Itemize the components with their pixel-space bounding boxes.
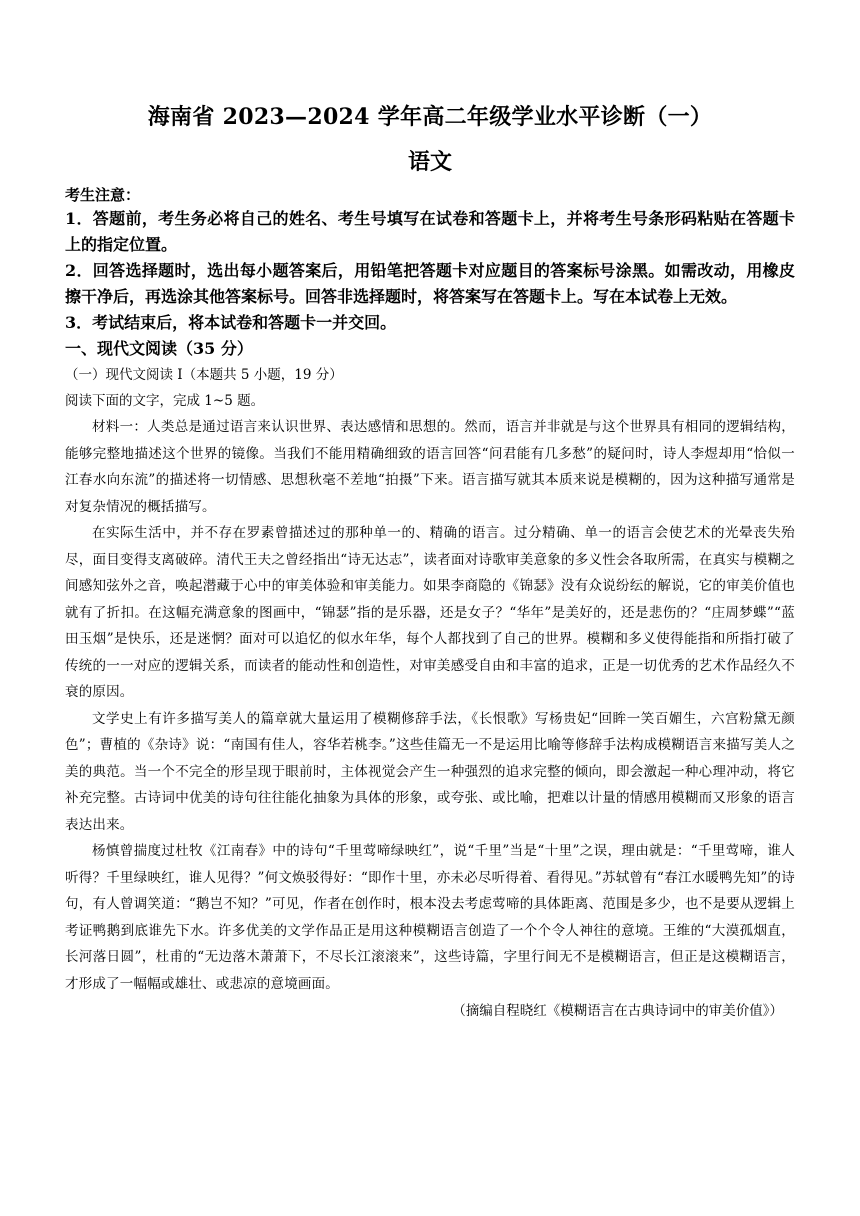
material-source: （摘编自程晓红《模糊语言在古典诗词中的审美价值》） — [452, 1003, 783, 1019]
notice-heading: 考生注意： — [65, 186, 141, 204]
notice-item-3: 3．考试结束后，将本试卷和答题卡一并交回。 — [65, 313, 397, 332]
exam-page — [65, 98, 795, 1025]
material-paragraph-3: 文学史上有许多描写美人的篇章就大量运用了模糊修辞手法，《长恨歌》写杨贵妃“回眸一笑百媚生，六宫粉黛无颜色”；曹植的《杂诗》说：“南国有佳人，容华若桃李。”这些佳篇无一不是运用比喻等修辞手法构成模糊语言来描写美人之美的典范。当一个不完全的形呈现于眼前时，主体视觉会产生一种强烈的追求完整的倾向，即会激起一种心理冲动，将它补充完整。古诗词中优美的诗句往往能化抽象为具体的形象，或夸张、或比喻，把难以计量的情感用模糊而又形象的语言表达出来。 — [65, 710, 795, 833]
material-paragraph-1: 材料一：人类总是通过语言来认识世界、表达感情和思想的。然而，语言并非就是与这个世界具有相同的逻辑结构，能够完整地描述这个世界的镜像。当我们不能用精确细致的语言回答“问君能有几多愁”的疑问时，诗人李煜却用“恰似一江春水向东流”的描述将一切情感、思想秋毫不差地“拍摄”下来。语言描写就其本质来说是模糊的，因为这种描写通常是对复杂情况的概括描写。 — [65, 419, 795, 515]
reading-section — [65, 336, 795, 1025]
notice-block — [65, 184, 795, 336]
notice-item-1: 1．答题前，考生务必将自己的姓名、考生号填写在试卷和答题卡上，并将考生号条形码粘贴在答题卡上的指定位置。 — [65, 209, 795, 254]
notice-item-2: 2．回答选择题时，选出每小题答案后，用铅笔把答题卡对应题目的答案标号涂黑。如需改动，用橡皮擦干净后，再选涂其他答案标号。回答非选择题时，将答案写在答题卡上。写在本试卷上无效。 — [65, 261, 795, 306]
section-instruction: 阅读下面的文字，完成 1~5 题。 — [65, 393, 265, 409]
section-heading: 一、现代文阅读（35 分） — [65, 339, 253, 358]
section-subheading: （一）现代文阅读 I（本题共 5 小题，19 分） — [65, 367, 343, 383]
subject-title: 语文 — [407, 149, 452, 175]
material-paragraph-4: 杨慎曾揣度过杜牧《江南春》中的诗句“千里莺啼绿映红”，说“千里”当是“十里”之误，理由就是：“千里莺啼，谁人听得？千里绿映红，谁人见得？”何文焕驳得好：“即作十里，亦未必尽听得着、看得见。”苏轼曾有“春江水暖鸭先知”的诗句，有人曾调笑道：“鹅岂不知？”可见，作者在创作时，根本没去考虑莺啼的具体距离、范围是多少，也不是要从逻辑上考证鸭鹅到底谁先下水。许多优美的文学作品正是用这种模糊语言创造了一个个令人神往的意境。王维的“大漠孤烟直，长河落日圆”，杜甫的“无边落木萧萧下，不尽长江滚滚来”，这些诗篇，字里行间无不是模糊语言，但正是这模糊语言，才形成了一幅幅或雄壮、或悲凉的意境画面。 — [65, 843, 795, 992]
material-paragraph-2: 在实际生活中，并不存在罗素曾描述过的那种单一的、精确的语言。过分精确、单一的语言会使艺术的光晕丧失殆尽，面目变得支离破碎。清代王夫之曾经指出“诗无达志”，读者面对诗歌审美意象的多义性会各取所需，在真实与模糊之间感知弦外之音，唤起潜藏于心中的审美体验和审美能力。如果李商隐的《锦瑟》没有众说纷纭的解说，它的审美价值也就有了折扣。在这幅充满意象的图画中，“锦瑟”指的是乐器，还是女子？“华年”是美好的，还是悲伤的？“庄周梦蝶”“蓝田玉烟”是快乐，还是迷惘？面对可以追忆的似水年华，每个人都找到了自己的世界。模糊和多义使得能指和所指打破了传统的一一对应的逻辑关系，而读者的能动性和创造性，对审美感受自由和丰富的追求，正是一切优秀的艺术作品经久不衰的原因。 — [65, 525, 795, 700]
exam-title: 海南省 2023—2024 学年高二年级学业水平诊断（一） — [147, 104, 713, 130]
